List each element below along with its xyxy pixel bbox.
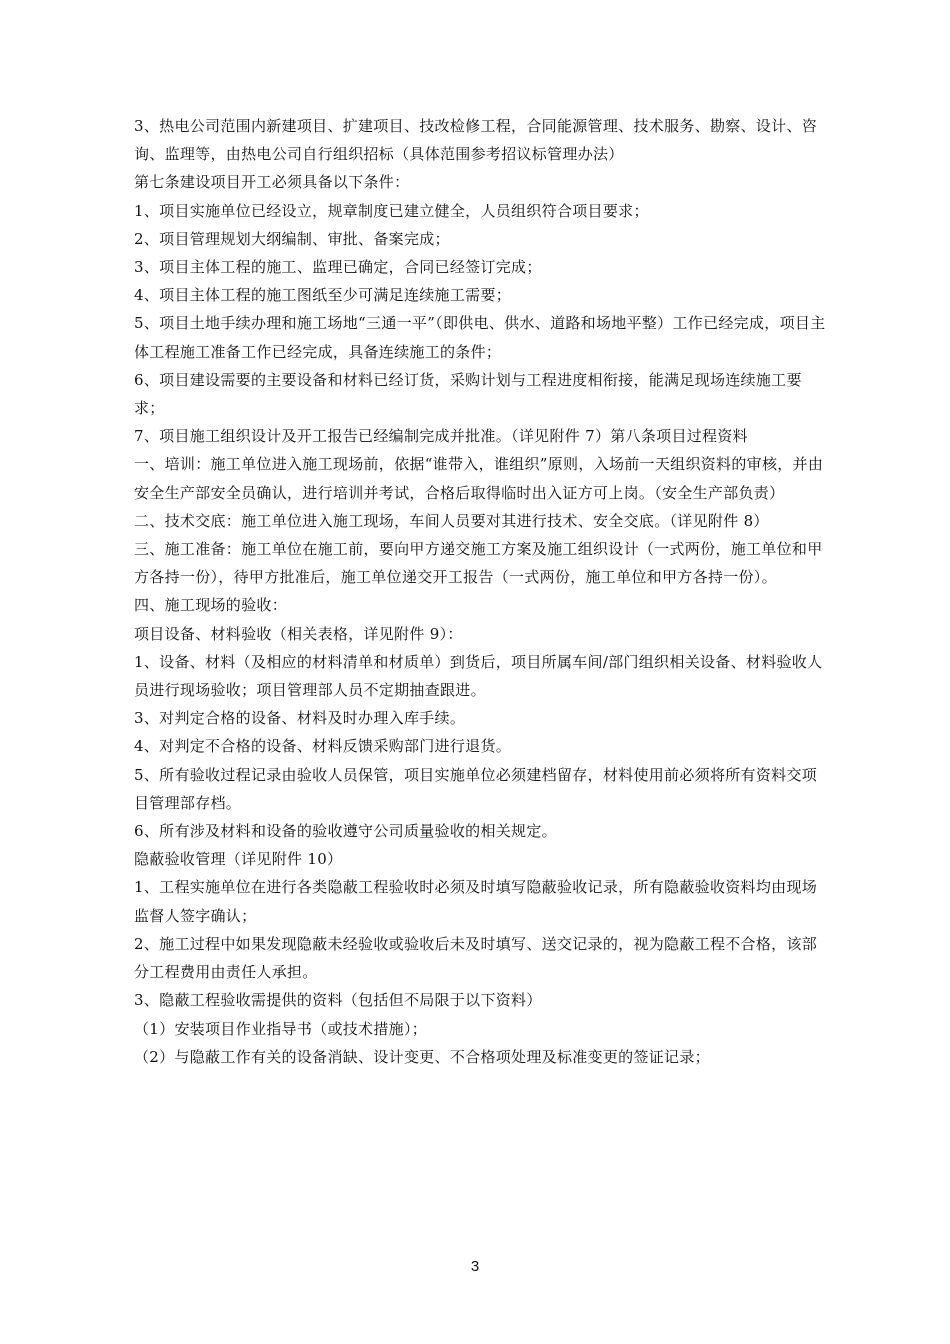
paragraph-condition-1: 1、项目实施单位已经设立，规章制度已建立健全，人员组织符合项目要求； xyxy=(134,201,649,220)
paragraph-construction-prep: 三、施工准备：施工单位在施工前，要向甲方递交施工方案及施工组织设计（一式两份，施工单位和甲方各持一份），待甲方批准后，施工单位递交开工报告（一式两份，施工单位和甲方各持一份）。 xyxy=(134,540,823,587)
paragraph-training: 一、培训：施工单位进入施工现场前，依据“谁带入，谁组织”原则，入场前一天组织资料的审核，并由安全生产部安全员确认，进行培训并考试，合格后取得临时出入证方可上岗。（安全生产部负责） xyxy=(134,455,824,502)
paragraph-condition-2: 2、项目管理规划大纲编制、审批、备案完成； xyxy=(134,229,450,248)
paragraph-condition-7-article-8: 7、项目施工组织设计及开工报告已经编制完成并批准。（详见附件 7）第八条项目过程资料 xyxy=(134,427,748,446)
paragraph-technical-briefing: 二、技术交底：施工单位进入施工现场，车间人员要对其进行技术、安全交底。（详见附件 8） xyxy=(134,511,769,530)
heading-equipment-acceptance: 项目设备、材料验收（相关表格，详见附件 9）： xyxy=(134,624,463,643)
paragraph-acceptance-6: 6、所有涉及材料和设备的验收遵守公司质量验收的相关规定。 xyxy=(134,822,557,841)
paragraph-condition-6: 6、项目建设需要的主要设备和材料已经订货，采购计划与工程进度相衔接，能满足现场连续施工要求； xyxy=(134,370,802,418)
paragraph-acceptance-1: 1、设备、材料（及相应的材料清单和材质单）到货后，项目所属车间/部门组织相关设备、材料验收人员进行现场验收；项目管理部人员不定期抽查跟进。 xyxy=(134,652,823,700)
paragraph-clause-3-bidding: 3、热电公司范围内新建项目、扩建项目、技改检修工程，合同能源管理、技术服务、勘察、设计、咨询、监理等，由热电公司自行组织招标（具体范围参考招议标管理办法） xyxy=(134,117,818,164)
heading-article-7: 第七条建设项目开工必须具备以下条件： xyxy=(134,173,410,192)
page-number: 3 xyxy=(470,1258,480,1275)
paragraph-acceptance-3: 3、对判定合格的设备、材料及时办理入库手续。 xyxy=(134,709,466,728)
paragraph-concealed-item-1: （1）安装项目作业指导书（或技术措施）； xyxy=(134,1019,428,1038)
paragraph-condition-3: 3、项目主体工程的施工、监理已确定，合同已经签订完成； xyxy=(134,258,542,277)
document-body xyxy=(134,112,826,1071)
paragraph-condition-4: 4、项目主体工程的施工图纸至少可满足连续施工需要； xyxy=(134,286,512,305)
paragraph-concealed-2: 2、施工过程中如果发现隐蔽未经验收或验收后未及时填写、送交记录的，视为隐蔽工程不合格，该部分工程费用由责任人承担。 xyxy=(134,934,818,982)
paragraph-acceptance-4: 4、对判定不合格的设备、材料反馈采购部门进行退货。 xyxy=(134,737,512,756)
paragraph-concealed-1: 1、工程实施单位在进行各类隐蔽工程验收时必须及时填写隐蔽验收记录，所有隐蔽验收资料均由现场监督人签字确认； xyxy=(134,878,818,925)
paragraph-condition-5: 5、项目土地手续办理和施工场地“三通一平”（即供电、供水、道路和场地平整）工作已经完成，项目主体工程施工准备工作已经完成，具备连续施工的条件； xyxy=(134,314,826,361)
heading-concealed-acceptance: 隐蔽验收管理（详见附件 10） xyxy=(134,850,343,869)
heading-site-acceptance: 四、施工现场的验收： xyxy=(134,596,288,615)
paragraph-acceptance-5: 5、所有验收过程记录由验收人员保管，项目实施单位必须建档留存，材料使用前必须将所有资料交项目管理部存档。 xyxy=(134,765,818,812)
paragraph-concealed-item-2: （2）与隐蔽工作有关的设备消缺、设计变更、不合格项处理及标准变更的签证记录； xyxy=(134,1047,710,1066)
paragraph-concealed-3: 3、隐蔽工程验收需提供的资料（包括但不局限于以下资料） xyxy=(134,991,542,1010)
